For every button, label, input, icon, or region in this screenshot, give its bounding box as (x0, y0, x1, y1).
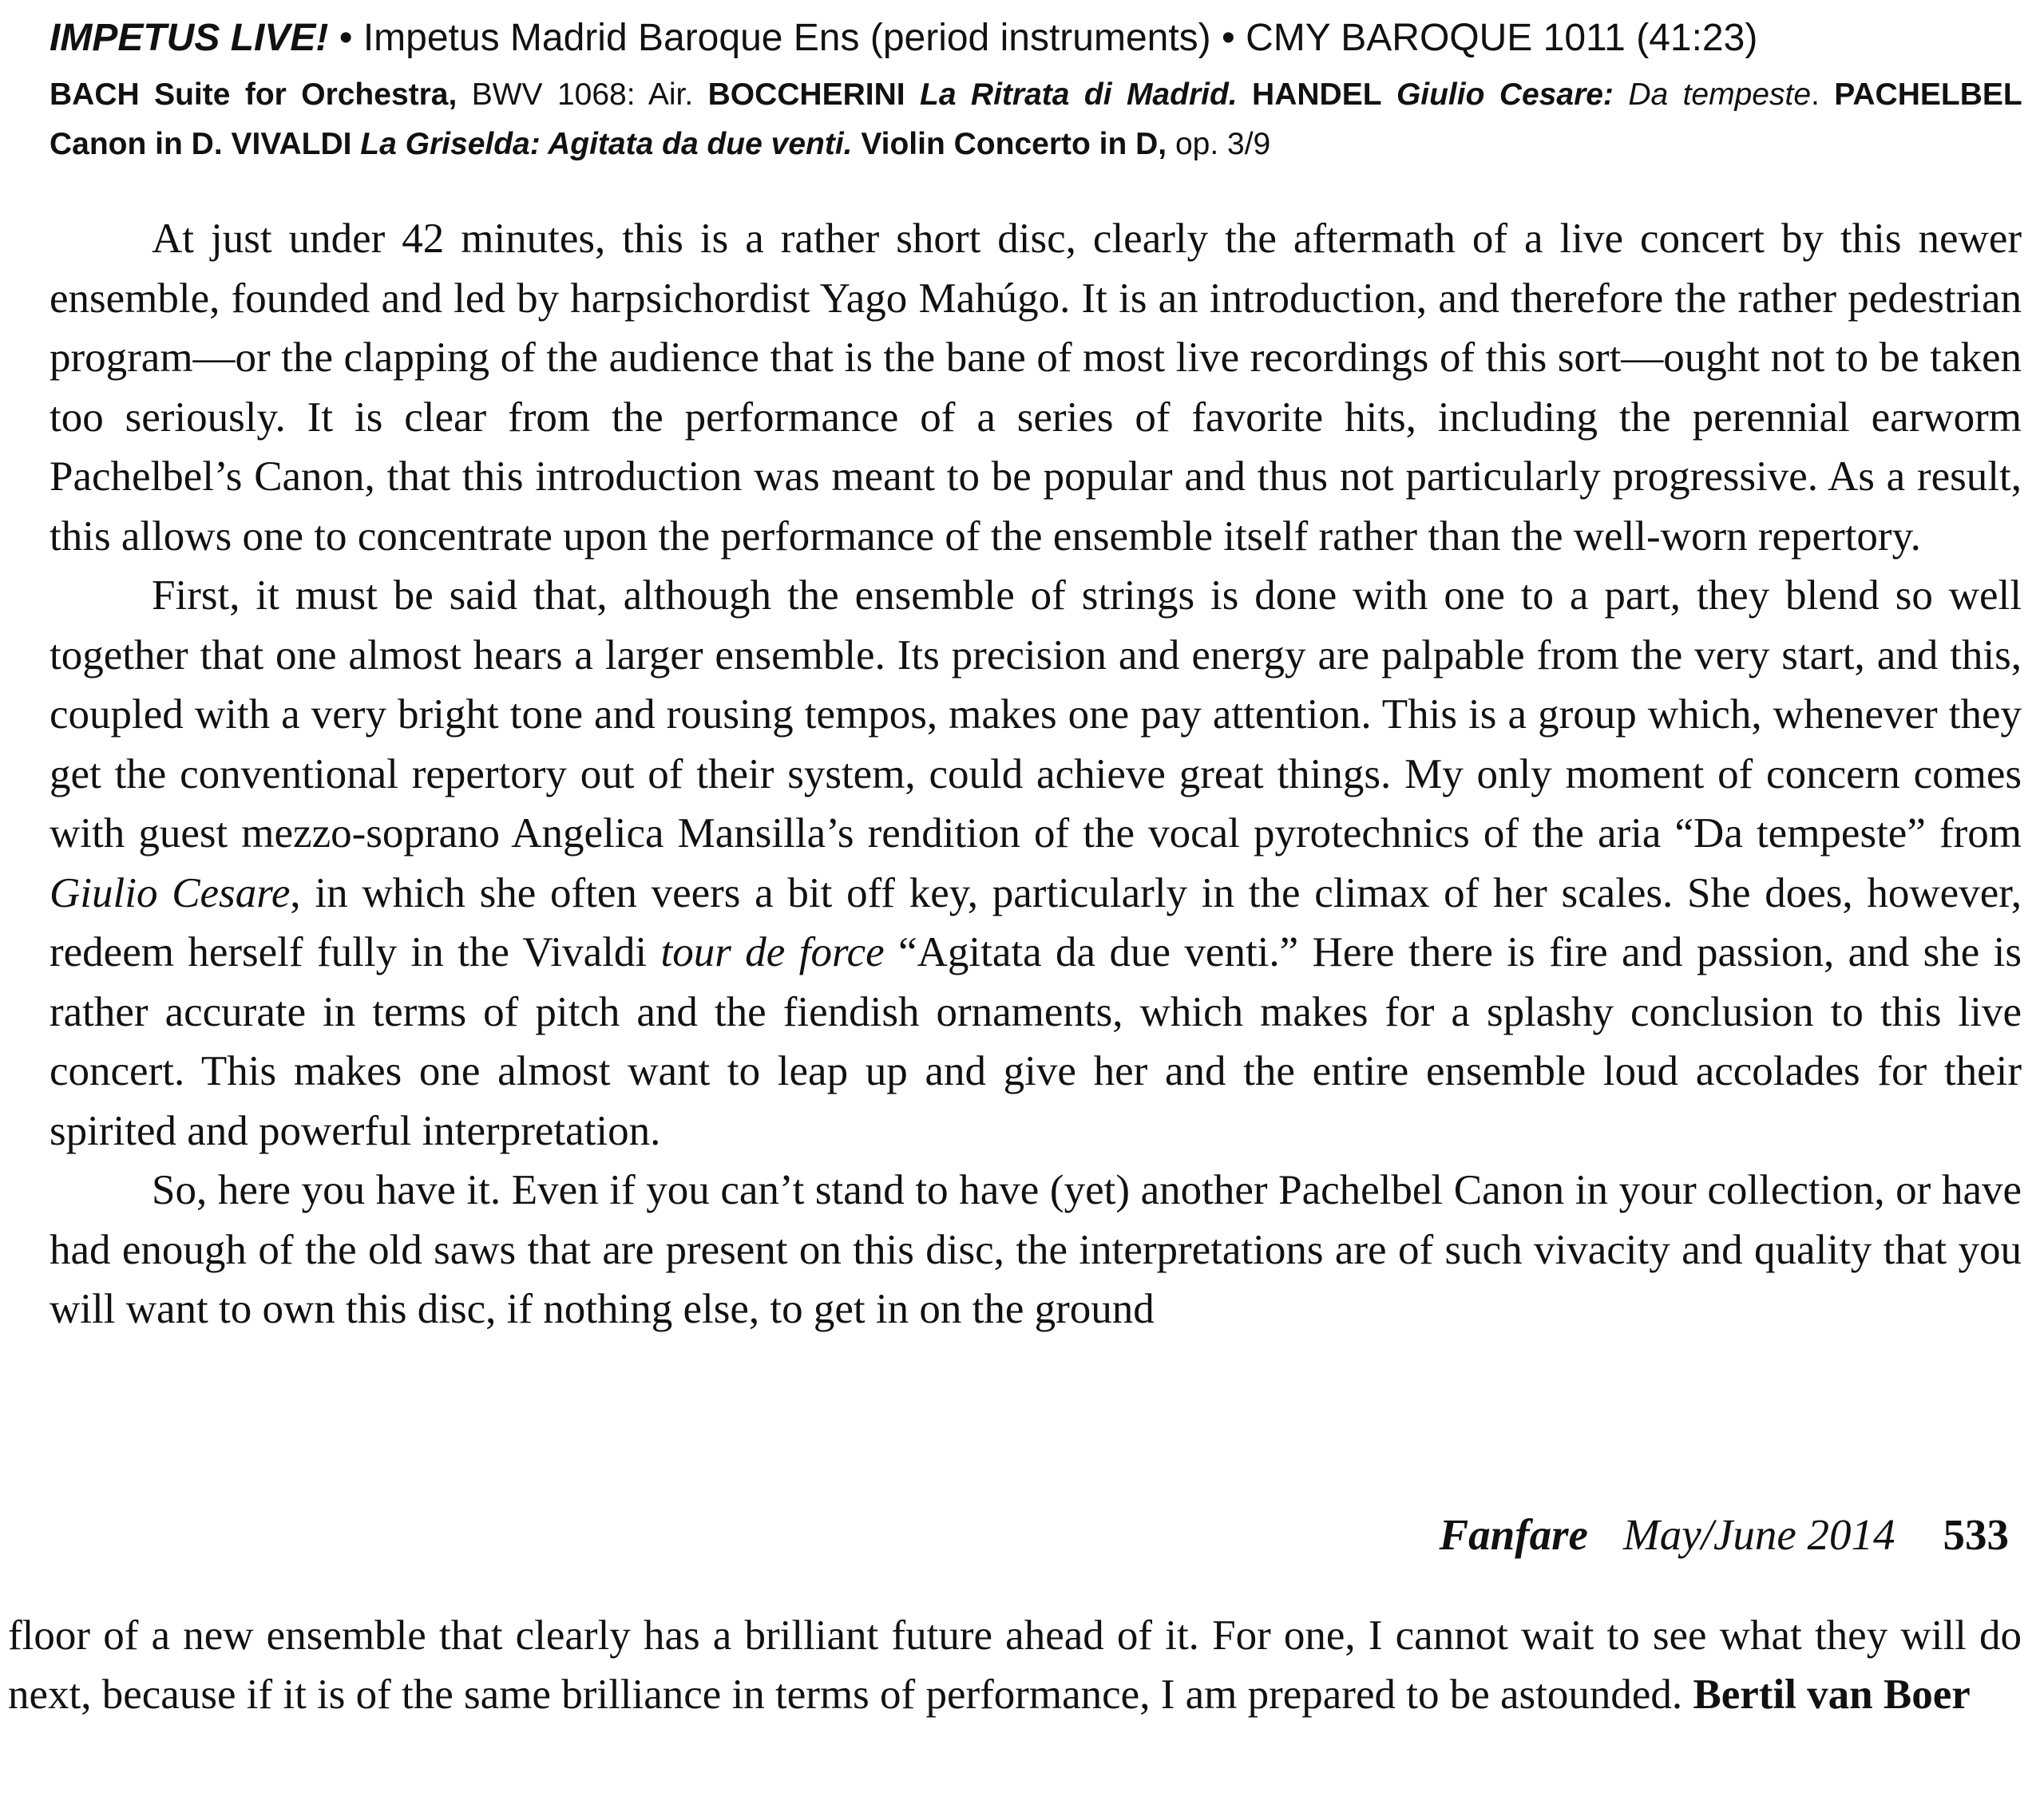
composer-pachelbel: PACHELBEL (1834, 77, 2022, 112)
work-handel-end: . (1811, 77, 1835, 112)
album-heading (50, 11, 2022, 65)
composer-vivaldi: VIVALDI (231, 127, 352, 161)
separator-1: • (328, 17, 363, 59)
work-bach: Suite for Orchestra, (139, 77, 458, 112)
paragraph-2-text-a: First, it must be said that, although the ensemble of strings is done with one to a part, they blend so well together that one almost hears a larger ensemble. Its precision and energy are palpable from the very start, and this, coupled with a very bright tone and rousing tempos, makes one pay attention. This is a group which, whenever they get the conventional repertory out of their system, could achieve great things. My only moment of concern comes with guest mezzo-soprano Angelica Mansilla’s rendition of the vocal pyrotechnics of the aria “Da tempeste” from (50, 572, 2022, 856)
page-footer (1440, 1507, 2010, 1563)
paragraph-2-phrase: tour de force (660, 929, 885, 975)
work-bach-detail: BWV 1068: Air. (457, 77, 708, 112)
continued-text (8, 1606, 2022, 1724)
review-header (50, 11, 2022, 169)
review-paragraph-1: At just under 42 minutes, this is a rather short disc, clearly the aftermath of a live concert by this newer ensemble, founded and led by harpsichordist Yago Mahúgo. It is an introduction, and therefore the rather pedestrian program—or the clapping of the audience that is the bane of most live recordings of this sort—ought not to be taken too seriously. It is clear from the performance of a series of favorite hits, including the perennial earworm Pachelbel’s Canon, that this introduction was meant to be popular and thus not particularly progressive. As a result, this allows one to concentrate upon the performance of the ensemble itself rather than the well-worn repertory. (50, 216, 2022, 560)
review-body (50, 209, 2022, 1339)
aria-vivaldi: Agitata da due venti. (540, 127, 853, 161)
issue-date: May/June 2014 (1622, 1510, 1895, 1559)
work-vivaldi-opus: op. 3/9 (1167, 127, 1271, 161)
composer-handel: HANDEL (1252, 77, 1382, 112)
review-paragraph-3: So, here you have it. Even if you can’t stand to have (yet) another Pachelbel Canon in your collection, or have had enough of the old saws that are present on this disc, the interpretations are of such vivacity and quality that you will want to own this disc, if nothing else, to get in on the ground (50, 1167, 2022, 1332)
paragraph-2-text-c: “Agitata da due venti.” Here there is fire and passion, and she is rather accurate in terms of pitch and the fiendish ornaments, which makes for a splashy conclusion to this live concert. This makes one almost want to leap up and give her and the entire ensemble loud accolades for their spirited and powerful interpretation. (50, 929, 2022, 1154)
magazine-name: Fanfare (1439, 1510, 1588, 1559)
work-boccherini: La Ritrata di Madrid. (905, 77, 1253, 112)
review-author: Bertil van Boer (1693, 1671, 1971, 1718)
ensemble-name: Impetus Madrid Baroque Ens (period instruments) (362, 17, 1211, 59)
paragraph-2-text-b: , in which she often veers a bit off key, particularly in the climax of her scales. She does, however, redeem herself fully in the Vivaldi (50, 869, 2022, 975)
album-title: IMPETUS LIVE! (50, 17, 329, 59)
work-vivaldi: La Griselda: (351, 127, 541, 161)
composer-boccherini: BOCCHERINI (707, 77, 905, 112)
work-pachelbel: Canon in D. (50, 127, 232, 161)
paragraph-2-work-title: Giulio Cesare (50, 869, 291, 916)
work-handel: Giulio Cesare: (1381, 77, 1614, 112)
works-list (50, 70, 2022, 169)
page-number: 533 (1943, 1510, 2009, 1559)
review-paragraph-2 (50, 566, 2022, 1161)
continued-body: floor of a new ensemble that clearly has a brilliant future ahead of it. For one, I cannot wait to see what they will do next, because if it is of the same brilliance in terms of performance, I am prepared to be astounded. (8, 1612, 2022, 1718)
separator-2: • (1210, 17, 1246, 59)
work-vivaldi-concerto: Violin Concerto in D, (852, 127, 1167, 161)
aria-handel: Da tempeste (1613, 77, 1812, 112)
catalog-number: CMY BAROQUE 1011 (41:23) (1246, 17, 1758, 59)
composer-bach: BACH (50, 77, 140, 112)
